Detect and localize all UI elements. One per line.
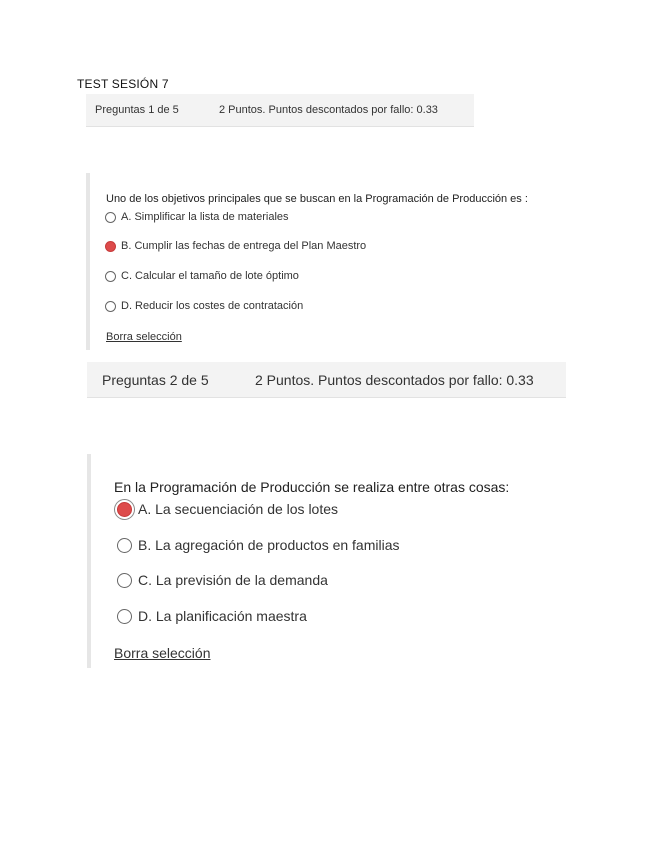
document-title: TEST SESIÓN 7 [77,77,169,91]
radio-button-b[interactable] [117,538,132,553]
radio-button-a-selected[interactable] [117,502,132,517]
option-c-label: C. La previsión de la demanda [138,572,328,588]
question-text: En la Programación de Producción se realiza entre otras cosas: [114,479,510,495]
option-c[interactable] [117,572,328,588]
question-points: 2 Puntos. Puntos descontados por fallo: 0.33 [219,104,438,116]
radio-button-d[interactable] [105,301,116,312]
question-header-bar [87,362,566,398]
option-b[interactable] [117,537,400,553]
question-count: Preguntas 1 de 5 [95,104,179,116]
question-box [87,454,568,668]
question-header [87,362,566,398]
question-points: 2 Puntos. Puntos descontados por fallo: 0.33 [255,371,534,388]
option-b-label: B. Cumplir las fechas de entrega del Plan Maestro [121,240,367,252]
option-d[interactable] [105,300,303,312]
question-text: Uno de los objetivos principales que se buscan en la Programación de Producción es : [106,193,528,205]
quiz-panel-2 [87,362,568,668]
option-a[interactable] [105,211,289,223]
option-d-label: D. La planificación maestra [138,608,307,624]
radio-button-b-selected[interactable] [105,241,116,252]
question-box [86,173,578,350]
quiz-panel-1 [86,94,578,350]
question-header-bar [86,94,474,127]
radio-button-c[interactable] [117,573,132,588]
option-d-label: D. Reducir los costes de contratación [121,300,304,312]
clear-selection-link[interactable]: Borra selección [114,645,211,661]
radio-button-a[interactable] [105,212,116,223]
option-a-label: A. La secuenciación de los lotes [138,501,339,517]
question-count: Preguntas 2 de 5 [102,371,209,388]
option-d[interactable] [117,608,307,624]
option-c[interactable] [105,270,299,282]
option-a-label: A. Simplificar la lista de materiales [121,211,289,223]
clear-selection-link[interactable]: Borra selección [106,331,182,343]
radio-button-c[interactable] [105,271,116,282]
option-b-label: B. La agregación de productos en familias [138,537,400,553]
radio-button-d[interactable] [117,609,132,624]
option-a[interactable] [117,501,338,517]
option-c-label: C. Calcular el tamaño de lote óptimo [121,270,299,282]
option-b[interactable] [105,240,366,252]
question-header [86,94,474,127]
